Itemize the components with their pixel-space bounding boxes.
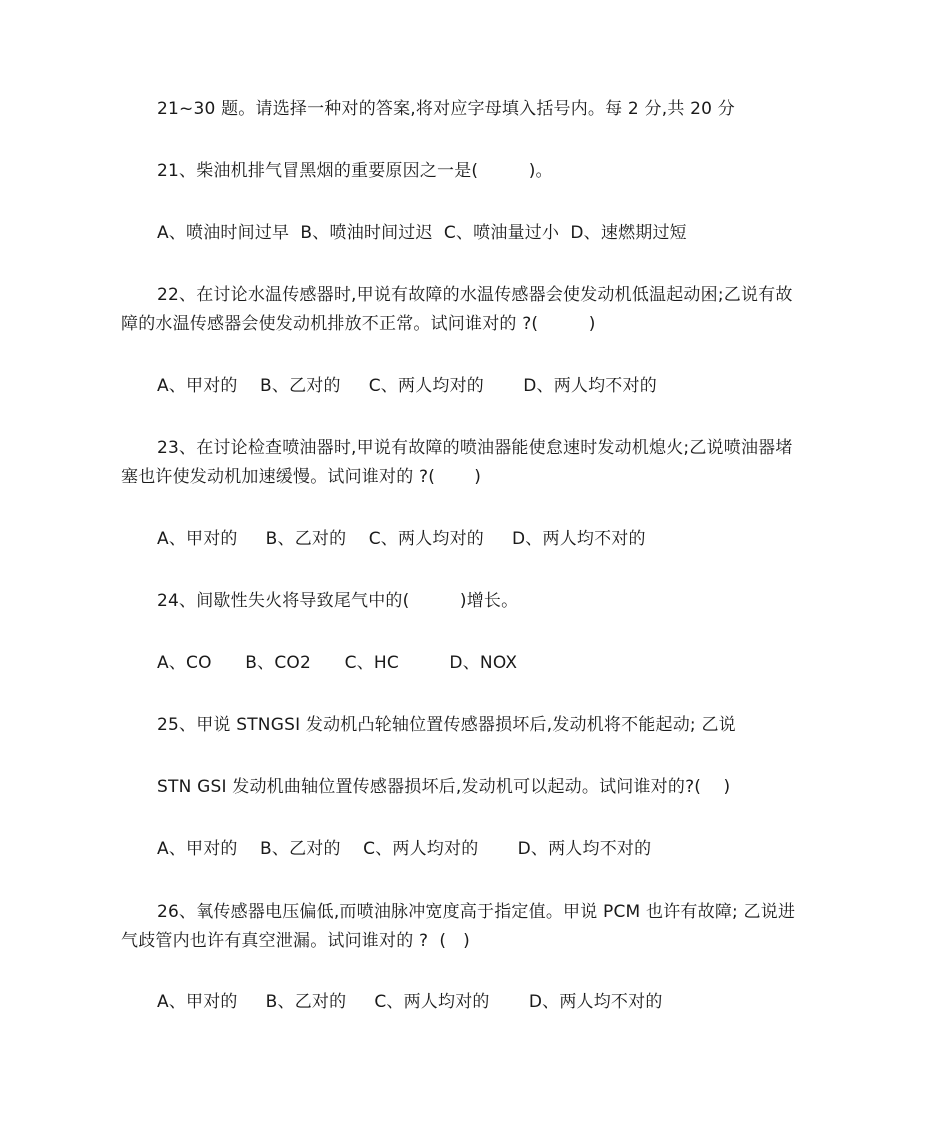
question-26-options: A、甲对的 B、乙对的 C、两人均对的 D、两人均不对的 (157, 992, 663, 1012)
question-23-options: A、甲对的 B、乙对的 C、两人均对的 D、两人均不对的 (157, 529, 646, 549)
question-25-text-line1: 25、甲说 STNGSI 发动机凸轮轴位置传感器损坏后,发动机将不能起动; 乙说 (157, 715, 736, 735)
question-23-text-line1: 23、在讨论检查喷油器时,甲说有故障的喷油器能使怠速时发动机熄火;乙说喷油器堵 (157, 438, 793, 458)
question-22-options: A、甲对的 B、乙对的 C、两人均对的 D、两人均不对的 (157, 376, 657, 396)
section-header: 21~30 题。请选择一种对的答案,将对应字母填入括号内。每 2 分,共 20 分 (157, 99, 735, 119)
question-22-text-line2: 障的水温传感器会使发动机排放不正常。试问谁对的 ?( ) (121, 314, 596, 334)
question-26-text-line1: 26、氧传感器电压偏低,而喷油脉冲宽度高于指定值。甲说 PCM 也许有故障; 乙说进 (157, 902, 796, 922)
question-26-text-line2: 气歧管内也许有真空泄漏。试问谁对的 ? ( ) (121, 931, 470, 951)
question-21-options: A、喷油时间过早 B、喷油时间过迟 C、喷油量过小 D、速燃期过短 (157, 223, 687, 243)
question-22-text-line1: 22、在讨论水温传感器时,甲说有故障的水温传感器会使发动机低温起动困;乙说有故 (157, 285, 793, 305)
question-24-options: A、CO B、CO2 C、HC D、NOX (157, 653, 518, 673)
question-25-options: A、甲对的 B、乙对的 C、两人均对的 D、两人均不对的 (157, 839, 652, 859)
question-24-text: 24、间歇性失火将导致尾气中的( )增长。 (157, 591, 519, 611)
question-23-text-line2: 塞也许使发动机加速缓慢。试问谁对的 ?( ) (121, 467, 482, 487)
question-25-text-line2: STN GSI 发动机曲轴位置传感器损坏后,发动机可以起动。试问谁对的?( ) (157, 777, 731, 797)
question-21-text: 21、柴油机排气冒黑烟的重要原因之一是( )。 (157, 161, 553, 181)
